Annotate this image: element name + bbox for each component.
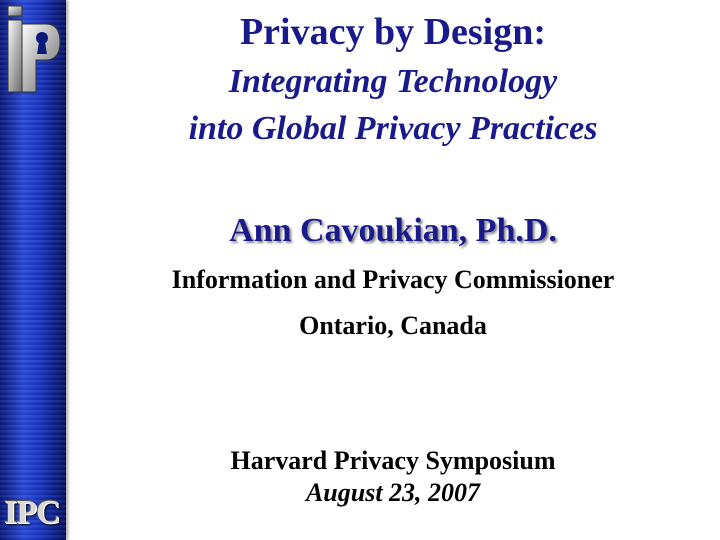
sidebar-bar <box>0 0 66 540</box>
slide-title: Privacy by Design: <box>239 11 547 53</box>
ipc-keyhole-logo-icon <box>2 2 64 100</box>
slide-subtitle-line-2: into Global Privacy Practices <box>188 110 598 147</box>
ipc-wordmark-logo: IPC <box>4 494 60 531</box>
slide-content <box>66 0 720 540</box>
slide-subtitle-line-1: Integrating Technology <box>228 63 558 100</box>
event-date: August 23, 2007 <box>305 478 481 507</box>
author-role: Information and Privacy Commissioner <box>171 265 615 294</box>
author-location: Ontario, Canada <box>299 311 487 340</box>
author-name: Ann Cavoukian, Ph.D. <box>229 212 557 249</box>
event-name: Harvard Privacy Symposium <box>230 446 556 475</box>
